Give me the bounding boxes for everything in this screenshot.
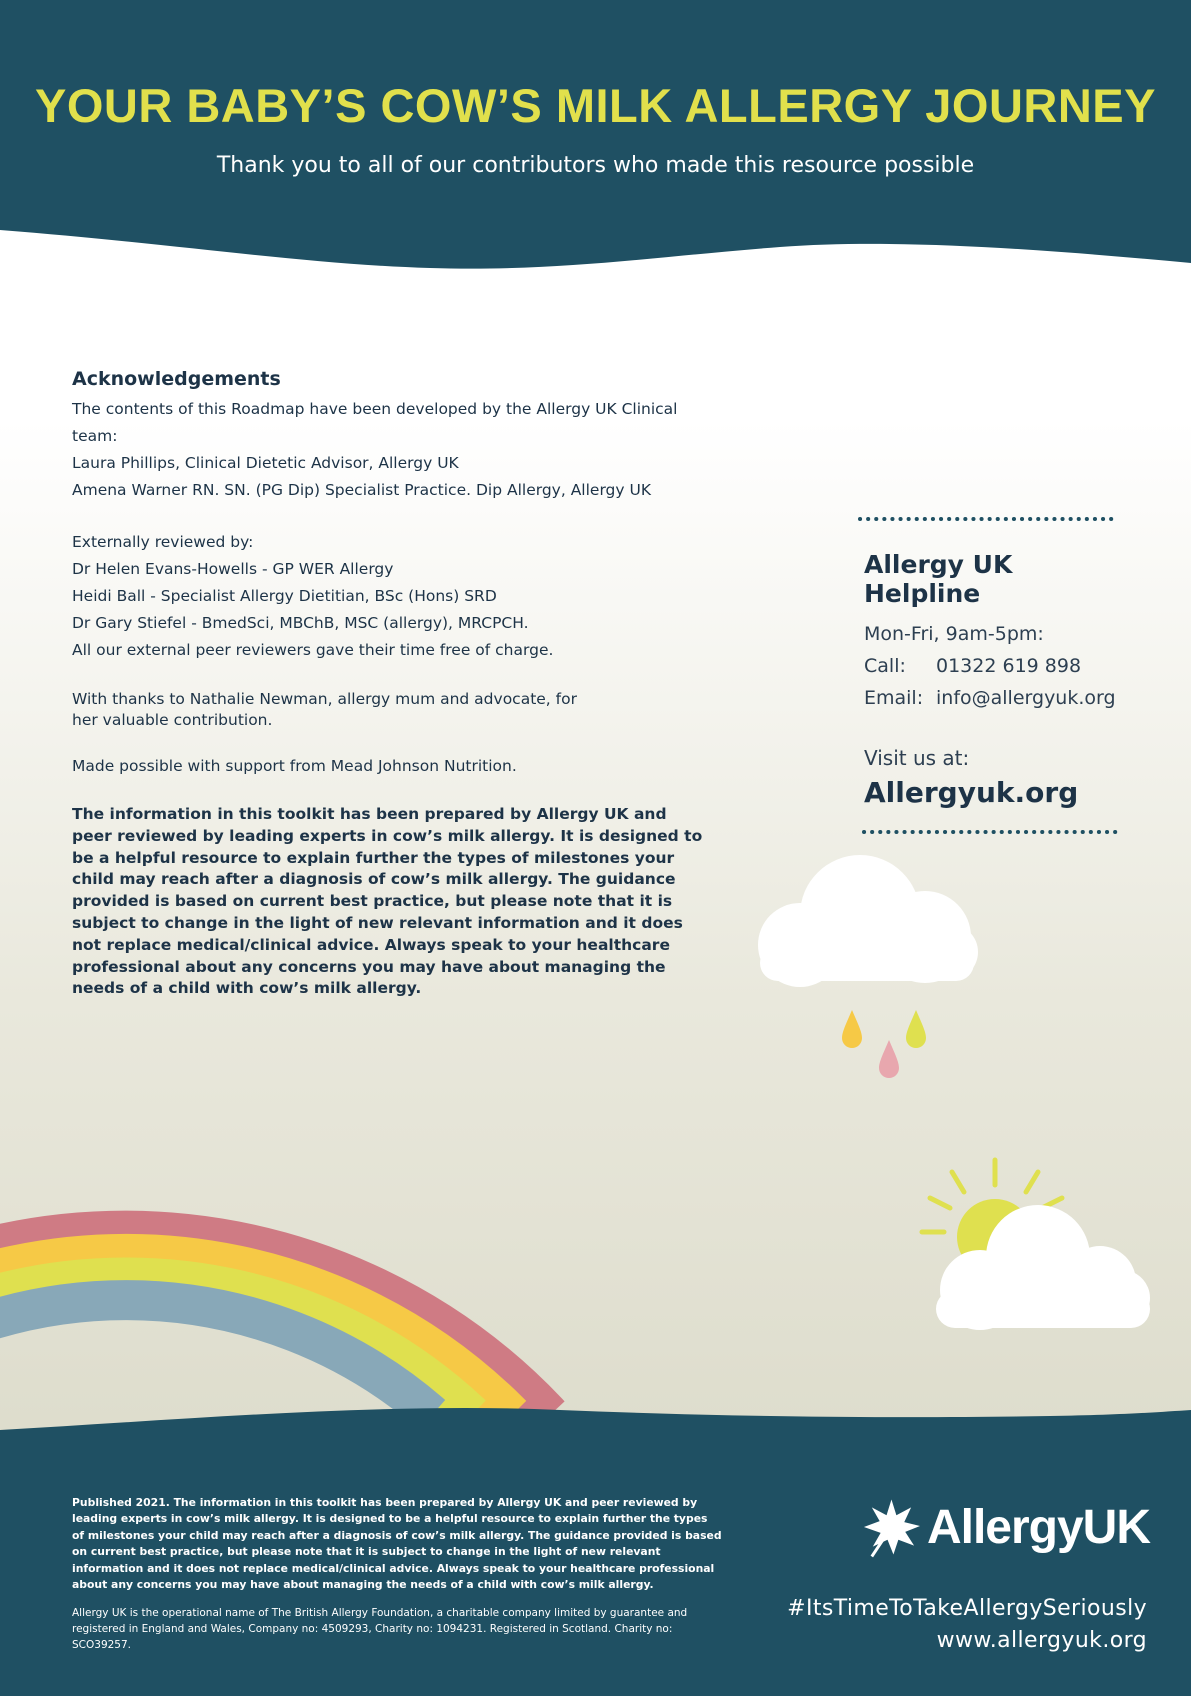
reviewer: Dr Helen Evans-Howells - GP WER Allergy	[72, 560, 394, 578]
thanks-text: With thanks to Nathalie Newman, allergy mum and advocate, for her valuable contribution.	[72, 690, 577, 729]
helpline-email	[864, 682, 1124, 714]
support-text: Made possible with support from Mead Johnson Nutrition.	[72, 757, 517, 775]
helpline-section	[864, 550, 1124, 809]
header-band	[0, 0, 1191, 269]
logo-text: AllergyUK	[926, 1500, 1150, 1554]
email-link[interactable]: info@allergyuk.org	[936, 687, 1116, 709]
leaf-icon	[860, 1495, 923, 1559]
legal-notice: Allergy UK is the operational name of The British Allergy Foundation, a charitable company limited by guarantee and registered in England and Wales, Company no: 4509293, Charity no: 1094231. Registered in Scotland. Charity no: SCO39257.	[72, 1607, 688, 1651]
reviewed-by-heading: Externally reviewed by:	[72, 533, 254, 551]
helpline-hours: Mon-Fri, 9am-5pm:	[864, 623, 1044, 645]
clinical-team-member: Laura Phillips, Clinical Dietetic Advisor, Allergy UK	[72, 454, 459, 472]
acknowledgements-heading: Acknowledgements	[72, 368, 281, 390]
disclaimer-text: The information in this toolkit has been prepared by Allergy UK and peer reviewed by leading experts in cow’s milk allergy. It is designed to be a helpful resource to explain further the types of milestones your child may reach after a diagnosis of cow’s milk allergy. The guidance provided is based on current best practice, but please note that it is subject to change in the light of new relevant information and it does not replace medical/clinical advice. Always speak to your healthcare professional about any concerns you may have about managing the needs of a child with cow’s milk allergy.	[72, 805, 703, 998]
reviewers-note: All our external peer reviewers gave their time free of charge.	[72, 641, 554, 659]
page-title: YOUR BABY’S COW’S MILK ALLERGY JOURNEY	[35, 79, 1156, 132]
visit-label: Visit us at:	[864, 746, 970, 770]
hashtag: #ItsTimeToTakeAllergySeriously	[787, 1596, 1147, 1621]
phone-number[interactable]: 01322 619 898	[936, 655, 1082, 677]
rain-drops-icon	[842, 1010, 926, 1078]
allergyuk-logo[interactable]	[860, 1482, 1150, 1572]
published-notice: Published 2021. The information in this toolkit has been prepared by Allergy UK and peer reviewed by leading experts in cow’s milk allergy. It is designed to be a helpful resource to explain further the types of milestones your child may reach after a diagnosis of cow’s milk allergy. The guidance provided is based on current best practice, but please note that it is subject to change in the light of new relevant information and it does not replace medical/clinical advice. Always speak to your healthcare professional about any concerns you may have about managing the needs of a child with cow’s milk allergy.	[72, 1496, 722, 1592]
email-label: Email:	[864, 687, 924, 709]
clinical-team-member: Amena Warner RN. SN. (PG Dip) Specialist Practice. Dip Allergy, Allergy UK	[72, 481, 651, 499]
acknowledgements-section	[72, 368, 712, 1000]
reviewer: Dr Gary Stiefel - BmedSci, MBChB, MSC (allergy), MRCPCH.	[72, 614, 529, 632]
helpline-call	[864, 650, 1124, 682]
call-label: Call:	[864, 655, 906, 677]
website-link[interactable]: Allergyuk.org	[864, 776, 1079, 809]
footer-website-link[interactable]: www.allergyuk.org	[936, 1628, 1147, 1653]
rainbow-graphic	[0, 1231, 550, 1415]
helpline-title: Allergy UK Helpline	[864, 550, 1013, 608]
acknowledgements-intro: The contents of this Roadmap have been developed by the Allergy UK Clinical team:	[72, 400, 678, 445]
rain-cloud-icon	[758, 855, 978, 987]
reviewer: Heidi Ball - Specialist Allergy Dietitian, BSc (Hons) SRD	[72, 587, 497, 605]
page-subtitle: Thank you to all of our contributors who made this resource possible	[216, 153, 975, 178]
